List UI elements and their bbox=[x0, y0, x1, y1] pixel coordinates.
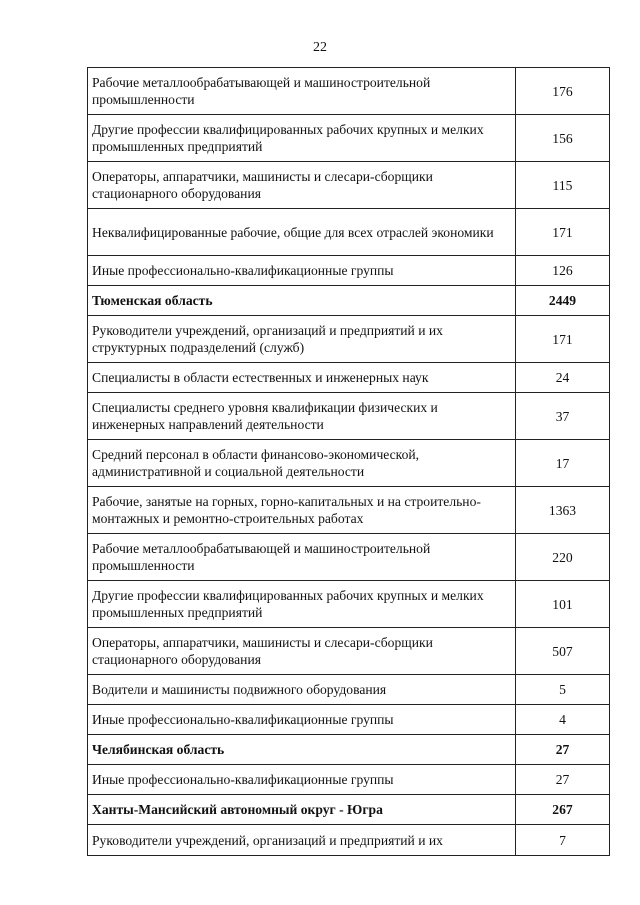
occupation-group-count: 5 bbox=[516, 675, 610, 705]
occupation-group-count: 176 bbox=[516, 68, 610, 115]
table-row bbox=[88, 675, 610, 705]
occupation-group-label: Средний персонал в области финансово-экономической, административной и социальной деятельности bbox=[88, 440, 516, 487]
table-row bbox=[88, 393, 610, 440]
occupation-group-label: Операторы, аппаратчики, машинисты и слесари-сборщики стационарного оборудования bbox=[88, 162, 516, 209]
occupation-group-count: 507 bbox=[516, 628, 610, 675]
occupation-group-count: 27 bbox=[516, 765, 610, 795]
occupation-group-label: Руководители учреждений, организаций и предприятий и их bbox=[88, 825, 516, 856]
occupation-group-label: Иные профессионально-квалификационные группы bbox=[88, 256, 516, 286]
region-total: 2449 bbox=[516, 286, 610, 316]
region-row bbox=[88, 286, 610, 316]
region-name: Челябинская область bbox=[88, 735, 516, 765]
occupation-group-label: Операторы, аппаратчики, машинисты и слесари-сборщики стационарного оборудования bbox=[88, 628, 516, 675]
table-row bbox=[88, 628, 610, 675]
occupation-group-count: 126 bbox=[516, 256, 610, 286]
table-row bbox=[88, 209, 610, 256]
table-row bbox=[88, 256, 610, 286]
occupation-group-count: 101 bbox=[516, 581, 610, 628]
occupation-group-label: Рабочие металлообрабатывающей и машиностроительной промышленности bbox=[88, 534, 516, 581]
occupation-group-count: 171 bbox=[516, 209, 610, 256]
table-row bbox=[88, 68, 610, 115]
region-name: Тюменская область bbox=[88, 286, 516, 316]
table-row bbox=[88, 115, 610, 162]
table-row bbox=[88, 765, 610, 795]
occupation-group-count: 171 bbox=[516, 316, 610, 363]
occupation-group-count: 4 bbox=[516, 705, 610, 735]
page-number: 22 bbox=[313, 40, 327, 55]
table-row bbox=[88, 581, 610, 628]
occupation-group-label: Иные профессионально-квалификационные группы bbox=[88, 705, 516, 735]
occupation-group-label: Рабочие металлообрабатывающей и машиностроительной промышленности bbox=[88, 68, 516, 115]
table-body bbox=[88, 68, 610, 856]
occupation-group-count: 220 bbox=[516, 534, 610, 581]
region-name: Ханты-Мансийский автономный округ - Югра bbox=[88, 795, 516, 825]
occupation-group-label: Руководители учреждений, организаций и предприятий и их структурных подразделений (служб) bbox=[88, 316, 516, 363]
occupation-group-count: 37 bbox=[516, 393, 610, 440]
statistics-table bbox=[87, 67, 610, 856]
table-row bbox=[88, 440, 610, 487]
occupation-group-count: 156 bbox=[516, 115, 610, 162]
occupation-group-label: Специалисты среднего уровня квалификации физических и инженерных направлений деятельности bbox=[88, 393, 516, 440]
table-row bbox=[88, 705, 610, 735]
occupation-group-count: 7 bbox=[516, 825, 610, 856]
occupation-group-label: Специалисты в области естественных и инженерных наук bbox=[88, 363, 516, 393]
table-row bbox=[88, 534, 610, 581]
table-row bbox=[88, 363, 610, 393]
region-total: 27 bbox=[516, 735, 610, 765]
region-row bbox=[88, 795, 610, 825]
occupation-group-label: Другие профессии квалифицированных рабочих крупных и мелких промышленных предприятий bbox=[88, 115, 516, 162]
table-row bbox=[88, 825, 610, 856]
occupation-group-label: Неквалифицированные рабочие, общие для всех отраслей экономики bbox=[88, 209, 516, 256]
region-total: 267 bbox=[516, 795, 610, 825]
region-row bbox=[88, 735, 610, 765]
table-row bbox=[88, 162, 610, 209]
table-row bbox=[88, 487, 610, 534]
occupation-group-count: 17 bbox=[516, 440, 610, 487]
occupation-group-count: 1363 bbox=[516, 487, 610, 534]
occupation-group-label: Рабочие, занятые на горных, горно-капитальных и на строительно-монтажных и ремонтно-строительных работах bbox=[88, 487, 516, 534]
occupation-group-label: Водители и машинисты подвижного оборудования bbox=[88, 675, 516, 705]
table-row bbox=[88, 316, 610, 363]
occupation-group-count: 24 bbox=[516, 363, 610, 393]
occupation-group-count: 115 bbox=[516, 162, 610, 209]
occupation-group-label: Другие профессии квалифицированных рабочих крупных и мелких промышленных предприятий bbox=[88, 581, 516, 628]
occupation-group-label: Иные профессионально-квалификационные группы bbox=[88, 765, 516, 795]
